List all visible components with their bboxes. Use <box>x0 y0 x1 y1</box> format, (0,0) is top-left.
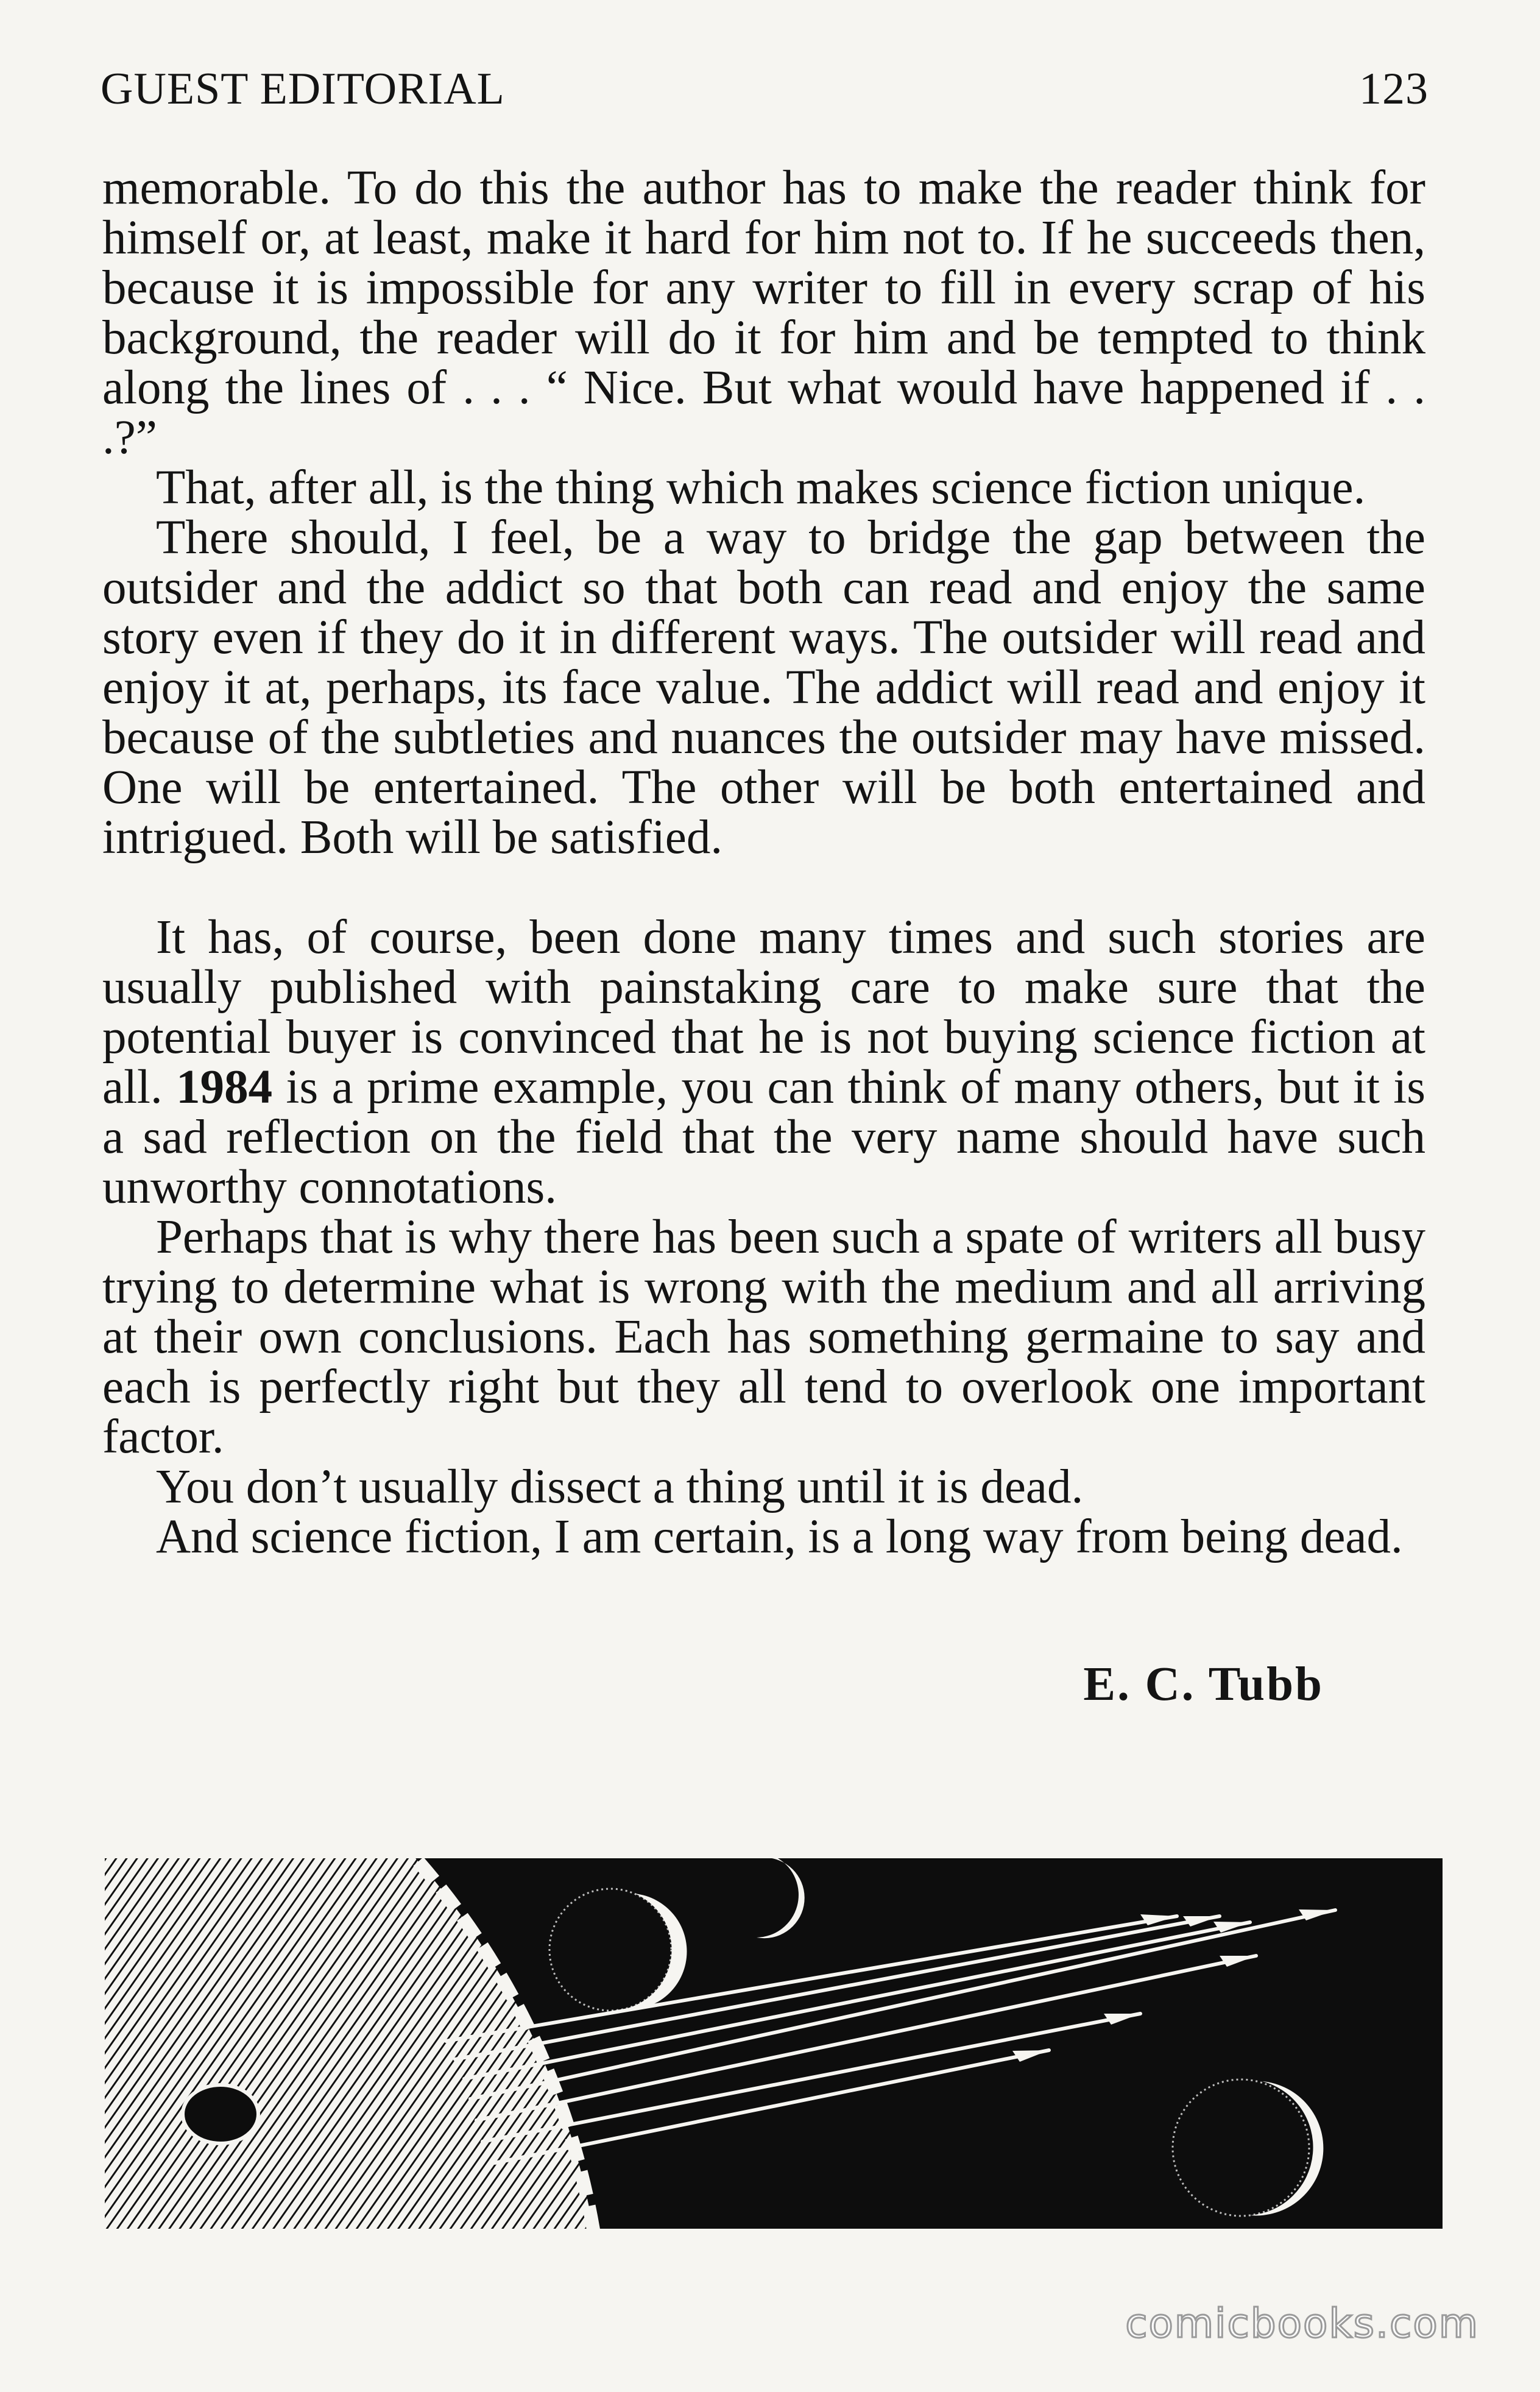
author-signature: E. C. Tubb <box>1083 1658 1324 1711</box>
crater <box>183 2085 258 2143</box>
paragraph-text: is a prime example, you can think of many others, but it is a sad reflection on the field that the very name should have such unworthy connotations. <box>102 1061 1425 1214</box>
space-illustration-svg <box>105 1858 1443 2229</box>
page-header <box>101 63 1429 124</box>
section-title: GUEST EDITORIAL <box>101 64 505 114</box>
moon-left <box>549 1889 671 2011</box>
paragraph: memorable. To do this the author has to make the reader think for himself or, at least, make it hard for him not to. If he succeeds then, because it is impossible for any writer to fill in every scrap of his background, the reader will do it for him and be tempted to think along the lines of . . . “ Nice. But what would have happened if . . .?” <box>102 161 1425 464</box>
book-title: 1984 <box>176 1061 273 1114</box>
watermark: comicbooks.com <box>1125 2300 1479 2347</box>
paragraph-text: It has, of course, been done many times and such stories are usually published with painstaking care to make sure that the potential buyer is convinced that he is not buying science fiction at all. <box>102 911 1425 1114</box>
paragraph: And science fiction, I am certain, is a long way from being dead. <box>156 1510 1403 1563</box>
editorial-body <box>102 163 1425 1562</box>
page-number: 123 <box>1359 64 1429 114</box>
moon-right <box>1173 2079 1309 2216</box>
paragraph: You don’t usually dissect a thing until it is dead. <box>156 1460 1084 1513</box>
space-illustration <box>105 1858 1443 2229</box>
paragraph: That, after all, is the thing which makes science fiction unique. <box>156 461 1366 514</box>
paragraph: Perhaps that is why there has been such a spate of writers all busy trying to determine what is wrong with the medium and all arriving at their own conclusions. Each has something germaine to say and each is perfectly right but they all tend to overlook one important factor. <box>102 1211 1425 1463</box>
paragraph <box>102 913 1425 1212</box>
paragraph: There should, I feel, be a way to bridge the gap between the outsider and the addict so that both can read and enjoy the same story even if they do it in different ways. The outsider will read and enjoy it at, perhaps, its face value. The addict will read and enjoy it because of the subtleties and nuances the outsider may have missed. One will be entertained. The other will be both entertained and intrigued. Both will be satisfied. <box>102 511 1425 864</box>
